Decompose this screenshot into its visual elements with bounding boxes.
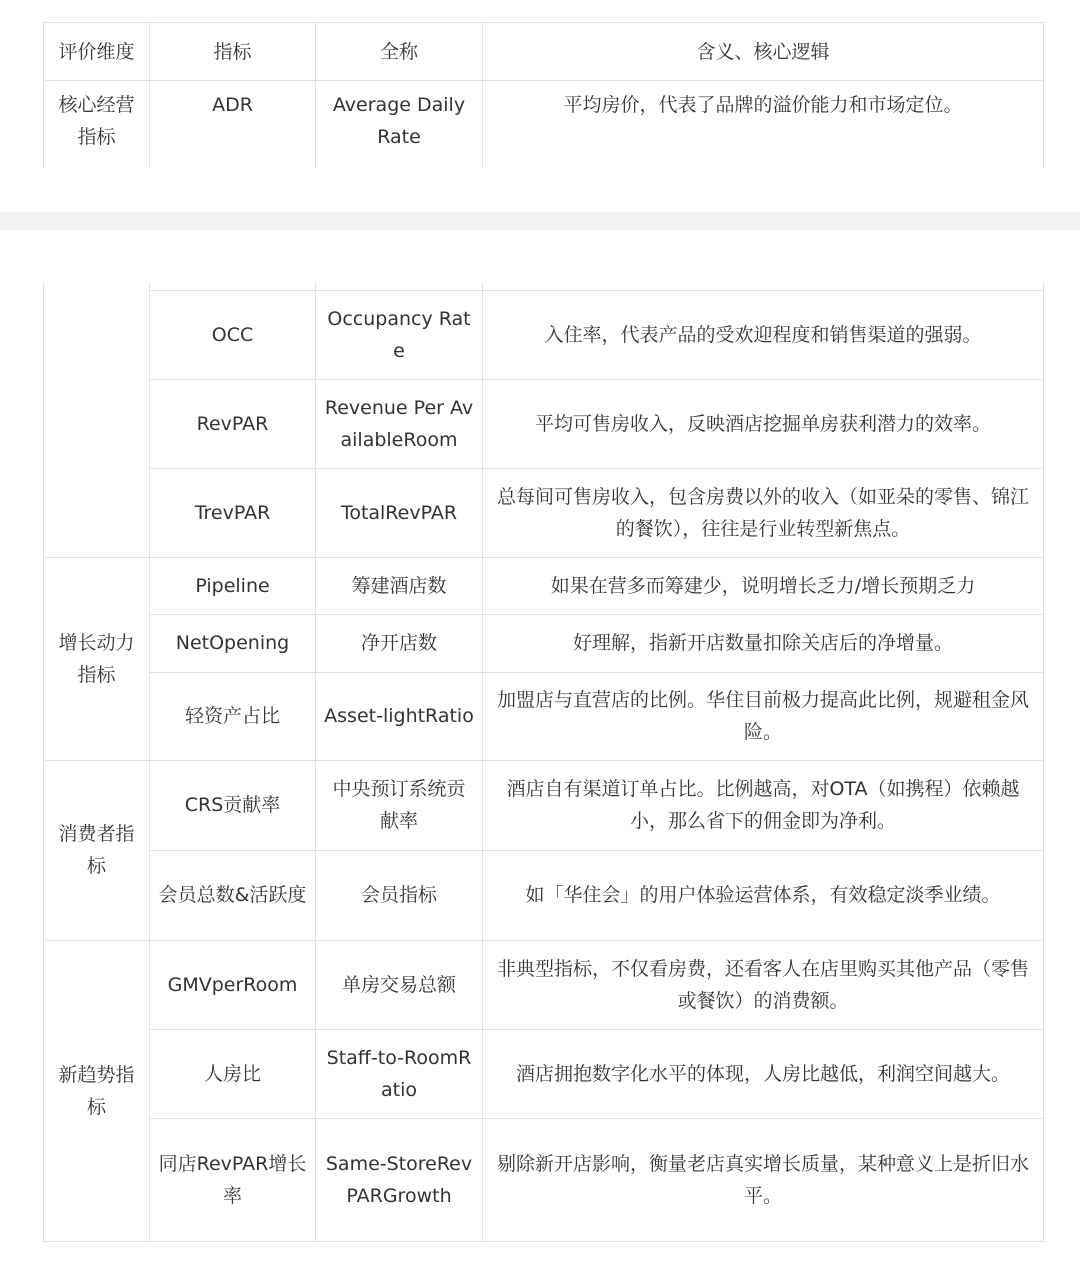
- meaning-cell: 剔除新开店影响，衡量老店真实增长质量，某种意义上是折旧水平。: [483, 1118, 1044, 1241]
- fullname-cell: Asset-lightRatio: [316, 672, 483, 760]
- dimension-cell-core-continued: [44, 284, 150, 557]
- dimension-cell: 核心经营指标: [44, 81, 150, 169]
- meaning-cell: 如果在营多而筹建少，说明增长乏力/增长预期乏力: [483, 557, 1044, 614]
- header-fullname: 全称: [316, 23, 483, 81]
- meaning-cell: 平均可售房收入，反映酒店挖掘单房获利潜力的效率。: [483, 379, 1044, 468]
- table-row: [44, 81, 1044, 169]
- table-row: [44, 614, 1044, 672]
- dimension-cell-growth: 增长动力指标: [44, 557, 150, 760]
- fullname-cell: Same-StoreRevPARGrowth: [316, 1118, 483, 1241]
- dimension-cell-consumer: 消费者指标: [44, 760, 150, 940]
- indicator-cell: Pipeline: [150, 557, 316, 614]
- table-row: [44, 850, 1044, 940]
- table-row: [44, 379, 1044, 468]
- header-indicator: 指标: [150, 23, 316, 81]
- fullname-cell: 中央预订系统贡献率: [316, 760, 483, 850]
- indicator-cell: NetOpening: [150, 614, 316, 672]
- meaning-cell: 酒店自有渠道订单占比。比例越高，对OTA（如携程）依赖越小，那么省下的佣金即为净利。: [483, 760, 1044, 850]
- table-row: [44, 940, 1044, 1029]
- indicator-table-bottom: [43, 284, 1044, 1242]
- fullname-cell: 单房交易总额: [316, 940, 483, 1029]
- meaning-cell: 酒店拥抱数字化水平的体现，人房比越低，利润空间越大。: [483, 1029, 1044, 1118]
- table-row: [44, 557, 1044, 614]
- indicator-table-top: [43, 22, 1044, 169]
- indicator-cell: ADR: [150, 81, 316, 169]
- indicator-cell: 同店RevPAR增长率: [150, 1118, 316, 1241]
- indicator-cell: OCC: [150, 290, 316, 379]
- table-row: [44, 468, 1044, 557]
- table-header-row: [44, 23, 1044, 81]
- dimension-cell-trend: 新趋势指标: [44, 940, 150, 1241]
- fullname-cell: Occupancy Rate: [316, 290, 483, 379]
- section-divider: [0, 212, 1080, 230]
- fullname-cell: Staff-to-RoomRatio: [316, 1029, 483, 1118]
- fullname-cell: TotalRevPAR: [316, 468, 483, 557]
- table-row: [44, 672, 1044, 760]
- meaning-cell: 平均房价，代表了品牌的溢价能力和市场定位。: [483, 81, 1044, 169]
- table-row: [44, 1029, 1044, 1118]
- table-row: [44, 760, 1044, 850]
- table-row: [44, 290, 1044, 379]
- indicator-cell: RevPAR: [150, 379, 316, 468]
- fullname-cell: Revenue Per AvailableRoom: [316, 379, 483, 468]
- meaning-cell: 入住率，代表产品的受欢迎程度和销售渠道的强弱。: [483, 290, 1044, 379]
- indicator-cell: 人房比: [150, 1029, 316, 1118]
- indicator-cell: 会员总数&活跃度: [150, 850, 316, 940]
- indicator-cell: TrevPAR: [150, 468, 316, 557]
- meaning-cell: 好理解，指新开店数量扣除关店后的净增量。: [483, 614, 1044, 672]
- fullname-cell: 会员指标: [316, 850, 483, 940]
- header-dimension: 评价维度: [44, 23, 150, 81]
- fullname-cell: 净开店数: [316, 614, 483, 672]
- indicator-cell: CRS贡献率: [150, 760, 316, 850]
- fullname-cell: Average Daily Rate: [316, 81, 483, 169]
- fullname-cell: 筹建酒店数: [316, 557, 483, 614]
- meaning-cell: 加盟店与直营店的比例。华住目前极力提高此比例，规避租金风险。: [483, 672, 1044, 760]
- header-meaning: 含义、核心逻辑: [483, 23, 1044, 81]
- meaning-cell: 总每间可售房收入，包含房费以外的收入（如亚朵的零售、锦江的餐饮），往往是行业转型新焦点。: [483, 468, 1044, 557]
- meaning-cell: 如「华住会」的用户体验运营体系，有效稳定淡季业绩。: [483, 850, 1044, 940]
- table-row: [44, 1118, 1044, 1241]
- indicator-cell: GMVperRoom: [150, 940, 316, 1029]
- indicator-cell: 轻资产占比: [150, 672, 316, 760]
- meaning-cell: 非典型指标，不仅看房费，还看客人在店里购买其他产品（零售或餐饮）的消费额。: [483, 940, 1044, 1029]
